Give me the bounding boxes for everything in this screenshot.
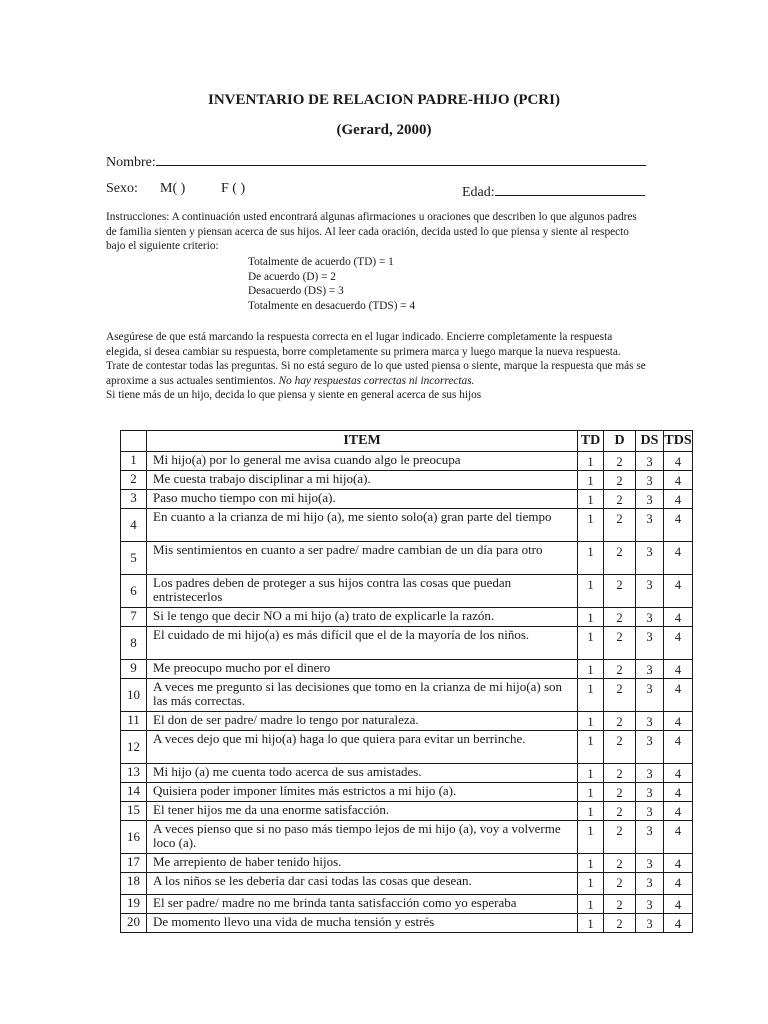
- option-d[interactable]: 2: [604, 731, 636, 764]
- table-row: [121, 679, 693, 712]
- document-title: INVENTARIO DE RELACION PADRE-HIJO (PCRI): [208, 92, 560, 108]
- item-text: A los niños se les debería dar casi todas las cosas que desean.: [147, 873, 578, 895]
- table-row: [121, 854, 693, 873]
- option-tds[interactable]: 4: [664, 821, 693, 854]
- item-number: 13: [121, 764, 147, 783]
- table-row: [121, 509, 693, 542]
- option-tds[interactable]: 4: [664, 873, 693, 895]
- table-row: [121, 873, 693, 895]
- item-number: 19: [121, 895, 147, 914]
- option-td[interactable]: 1: [578, 452, 604, 471]
- item-number: 18: [121, 873, 147, 895]
- option-td[interactable]: 1: [578, 627, 604, 660]
- option-d[interactable]: 2: [604, 660, 636, 679]
- option-tds[interactable]: 4: [664, 712, 693, 731]
- item-text: Me arrepiento de haber tenido hijos.: [147, 854, 578, 873]
- item-text: El don de ser padre/ madre lo tengo por naturaleza.: [147, 712, 578, 731]
- table-row: [121, 783, 693, 802]
- item-text: El ser padre/ madre no me brinda tanta satisfacción como yo esperaba: [147, 895, 578, 914]
- instructions-main: Asegúrese de que está marcando la respuesta correcta en el lugar indicado. Encierre completamente la respuesta elegida, si desea cambiar su respuesta, borre completamente su primera marca y luego marque la nueva respuesta. Trate de contestar todas las preguntas. Si no está seguro de lo que usted piensa o siente, marque la respuesta que más se aproxime a sus actuales sentimientos.: [106, 331, 646, 387]
- item-number: 14: [121, 783, 147, 802]
- table-row: [121, 731, 693, 764]
- option-td[interactable]: 1: [578, 712, 604, 731]
- item-text: Los padres deben de proteger a sus hijos contra las cosas que puedan entristecerlos: [147, 575, 578, 608]
- sexo-male-option[interactable]: M( ): [160, 181, 186, 196]
- item-number: 4: [121, 509, 147, 542]
- option-ds[interactable]: 3: [636, 873, 664, 895]
- option-tds[interactable]: 4: [664, 509, 693, 542]
- table-row: [121, 660, 693, 679]
- table-row: [121, 764, 693, 783]
- criteria-item: Totalmente en desacuerdo (TDS) = 4: [248, 299, 416, 312]
- edad-label: Edad:: [462, 185, 495, 200]
- option-td[interactable]: 1: [578, 854, 604, 873]
- option-ds[interactable]: 3: [636, 608, 664, 627]
- item-text: En cuanto a la crianza de mi hijo (a), me siento solo(a) gran parte del tiempo: [147, 509, 578, 542]
- header-d: D: [604, 431, 636, 452]
- item-text: Si le tengo que decir NO a mi hijo (a) trato de explicarle la razón.: [147, 608, 578, 627]
- item-text: Paso mucho tiempo con mi hijo(a).: [147, 490, 578, 509]
- option-d[interactable]: 2: [604, 783, 636, 802]
- item-number: 6: [121, 575, 147, 608]
- option-td[interactable]: 1: [578, 895, 604, 914]
- option-tds[interactable]: 4: [664, 452, 693, 471]
- item-text: El tener hijos me da una enorme satisfacción.: [147, 802, 578, 821]
- item-text: Mis sentimientos en cuanto a ser padre/ madre cambian de un día para otro: [147, 542, 578, 575]
- option-d[interactable]: 2: [604, 821, 636, 854]
- item-number: 15: [121, 802, 147, 821]
- sexo-label: Sexo:: [106, 181, 138, 196]
- option-td[interactable]: 1: [578, 608, 604, 627]
- criteria-item: Totalmente de acuerdo (TD) = 1: [248, 256, 394, 268]
- option-d[interactable]: 2: [604, 802, 636, 821]
- table-row: [121, 627, 693, 660]
- option-td[interactable]: 1: [578, 731, 604, 764]
- item-text: Quisiera poder imponer límites más estrictos a mi hijo (a).: [147, 783, 578, 802]
- item-number: 20: [121, 914, 147, 933]
- table-row: [121, 608, 693, 627]
- nombre-label: Nombre:: [106, 155, 156, 170]
- option-d[interactable]: 2: [604, 679, 636, 712]
- table-row: [121, 712, 693, 731]
- instructions-multiple-children: Si tiene más de un hijo, decida lo que piensa y siente en general acerca de sus hijos: [106, 389, 482, 402]
- item-number: 10: [121, 679, 147, 712]
- criteria-item: De acuerdo (D) = 2: [248, 270, 336, 283]
- option-d[interactable]: 2: [604, 764, 636, 783]
- item-text: A veces dejo que mi hijo(a) haga lo que quiera para evitar un berrinche.: [147, 731, 578, 764]
- option-ds[interactable]: 3: [636, 627, 664, 660]
- header-number: [121, 431, 147, 452]
- option-td[interactable]: 1: [578, 679, 604, 712]
- option-ds[interactable]: 3: [636, 895, 664, 914]
- option-ds[interactable]: 3: [636, 731, 664, 764]
- option-d[interactable]: 2: [604, 490, 636, 509]
- option-tds[interactable]: 4: [664, 679, 693, 712]
- option-ds[interactable]: 3: [636, 712, 664, 731]
- item-text: De momento llevo una vida de mucha tensión y estrés: [147, 914, 578, 933]
- nombre-field[interactable]: [106, 151, 646, 171]
- option-ds[interactable]: 3: [636, 471, 664, 490]
- option-tds[interactable]: 4: [664, 764, 693, 783]
- item-text: Me preocupo mucho por el dinero: [147, 660, 578, 679]
- table-row: [121, 575, 693, 608]
- option-d[interactable]: 2: [604, 542, 636, 575]
- item-number: 3: [121, 490, 147, 509]
- option-tds[interactable]: 4: [664, 575, 693, 608]
- criteria-list: [248, 255, 415, 313]
- instructions-intro: Instrucciones: A continuación usted encontrará algunas afirmaciones u oraciones que describen lo que algunos padres de familia sienten y piensan acerca de sus hijos. Al leer cada oración, decida usted lo que piensa y siente al respecto bajo el siguiente criterio:: [106, 211, 637, 253]
- option-d[interactable]: 2: [604, 608, 636, 627]
- option-d[interactable]: 2: [604, 873, 636, 895]
- option-ds[interactable]: 3: [636, 802, 664, 821]
- items-table: [120, 430, 693, 933]
- option-d[interactable]: 2: [604, 509, 636, 542]
- option-ds[interactable]: 3: [636, 660, 664, 679]
- item-number: 11: [121, 712, 147, 731]
- option-d[interactable]: 2: [604, 575, 636, 608]
- table-row: [121, 821, 693, 854]
- item-text: Mi hijo (a) me cuenta todo acerca de sus amistades.: [147, 764, 578, 783]
- item-text: Mi hijo(a) por lo general me avisa cuando algo le preocupa: [147, 452, 578, 471]
- nombre-underline[interactable]: [156, 151, 646, 166]
- option-tds[interactable]: 4: [664, 783, 693, 802]
- option-d[interactable]: 2: [604, 712, 636, 731]
- option-d[interactable]: 2: [604, 854, 636, 873]
- table-body: [121, 452, 693, 933]
- table-row: [121, 895, 693, 914]
- option-ds[interactable]: 3: [636, 542, 664, 575]
- option-td[interactable]: 1: [578, 764, 604, 783]
- option-tds[interactable]: 4: [664, 731, 693, 764]
- option-ds[interactable]: 3: [636, 764, 664, 783]
- item-number: 16: [121, 821, 147, 854]
- option-tds[interactable]: 4: [664, 802, 693, 821]
- option-ds[interactable]: 3: [636, 679, 664, 712]
- option-tds[interactable]: 4: [664, 854, 693, 873]
- table-header-row: [121, 431, 693, 452]
- table-row: [121, 802, 693, 821]
- item-number: 9: [121, 660, 147, 679]
- option-td[interactable]: 1: [578, 914, 604, 933]
- option-ds[interactable]: 3: [636, 914, 664, 933]
- option-ds[interactable]: 3: [636, 854, 664, 873]
- option-tds[interactable]: 4: [664, 471, 693, 490]
- option-tds[interactable]: 4: [664, 542, 693, 575]
- option-td[interactable]: 1: [578, 873, 604, 895]
- option-d[interactable]: 2: [604, 452, 636, 471]
- option-d[interactable]: 2: [604, 471, 636, 490]
- table-row: [121, 471, 693, 490]
- edad-underline[interactable]: [495, 181, 645, 196]
- option-tds[interactable]: 4: [664, 660, 693, 679]
- header-item: ITEM: [147, 431, 578, 452]
- table-row: [121, 914, 693, 933]
- option-ds[interactable]: 3: [636, 452, 664, 471]
- option-tds[interactable]: 4: [664, 895, 693, 914]
- option-td[interactable]: 1: [578, 802, 604, 821]
- item-number: 5: [121, 542, 147, 575]
- option-td[interactable]: 1: [578, 490, 604, 509]
- item-number: 1: [121, 452, 147, 471]
- item-number: 12: [121, 731, 147, 764]
- option-td[interactable]: 1: [578, 542, 604, 575]
- option-td[interactable]: 1: [578, 821, 604, 854]
- document-subtitle: (Gerard, 2000): [336, 122, 432, 138]
- item-number: 17: [121, 854, 147, 873]
- option-ds[interactable]: 3: [636, 783, 664, 802]
- option-ds[interactable]: 3: [636, 490, 664, 509]
- option-ds[interactable]: 3: [636, 509, 664, 542]
- option-d[interactable]: 2: [604, 627, 636, 660]
- option-td[interactable]: 1: [578, 660, 604, 679]
- item-number: 7: [121, 608, 147, 627]
- option-td[interactable]: 1: [578, 575, 604, 608]
- option-ds[interactable]: 3: [636, 821, 664, 854]
- item-text: Me cuesta trabajo disciplinar a mi hijo(a).: [147, 471, 578, 490]
- option-tds[interactable]: 4: [664, 627, 693, 660]
- option-ds[interactable]: 3: [636, 575, 664, 608]
- sexo-female-option[interactable]: F ( ): [221, 181, 246, 196]
- header-tds: TDS: [664, 431, 693, 452]
- option-td[interactable]: 1: [578, 783, 604, 802]
- option-tds[interactable]: 4: [664, 914, 693, 933]
- table-row: [121, 452, 693, 471]
- instructions-paragraph: [106, 330, 646, 403]
- instructions-italic-note: No hay respuestas correctas ni incorrectas.: [278, 374, 475, 387]
- edad-field[interactable]: [462, 181, 645, 201]
- table-row: [121, 542, 693, 575]
- option-d[interactable]: 2: [604, 914, 636, 933]
- item-number: 8: [121, 627, 147, 660]
- item-text: A veces me pregunto si las decisiones que tomo en la crianza de mi hijo(a) son las más correctas.: [147, 679, 578, 712]
- item-text: A veces pienso que si no paso más tiempo lejos de mi hijo (a), voy a volverme loco (a).: [147, 821, 578, 854]
- table-row: [121, 490, 693, 509]
- item-text: El cuidado de mi hijo(a) es más difícil que el de la mayoría de los niños.: [147, 627, 578, 660]
- option-d[interactable]: 2: [604, 895, 636, 914]
- header-ds: DS: [636, 431, 664, 452]
- option-tds[interactable]: 4: [664, 608, 693, 627]
- option-td[interactable]: 1: [578, 471, 604, 490]
- criteria-item: Desacuerdo (DS) = 3: [248, 285, 344, 298]
- option-td[interactable]: 1: [578, 509, 604, 542]
- option-tds[interactable]: 4: [664, 490, 693, 509]
- header-td: TD: [578, 431, 604, 452]
- item-number: 2: [121, 471, 147, 490]
